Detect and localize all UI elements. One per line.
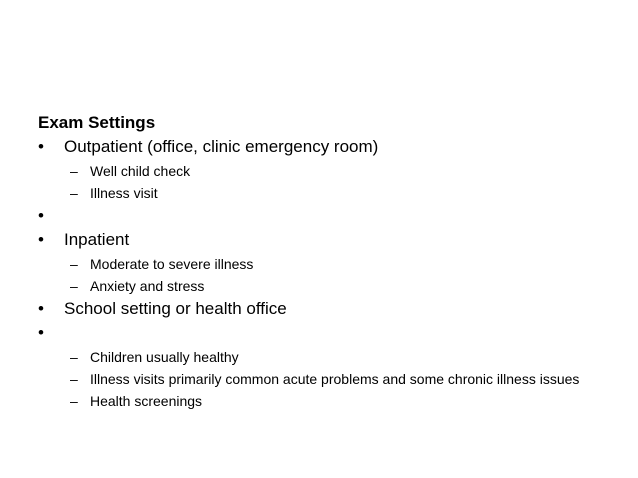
dash-icon: – xyxy=(70,278,78,294)
sub-item-children-healthy xyxy=(38,348,598,366)
bullet-text: Inpatient xyxy=(64,230,130,249)
dash-icon: – xyxy=(70,371,78,387)
sub-item-well-child-check xyxy=(38,162,598,180)
sub-item-text: Illness visits primarily common acute problems and some chronic illness issues xyxy=(90,371,580,387)
sub-item-illness-visits xyxy=(38,370,598,388)
dash-icon: – xyxy=(70,349,78,365)
bullet-icon: • xyxy=(38,323,44,342)
sub-item-text: Moderate to severe illness xyxy=(90,256,254,272)
bullet-icon: • xyxy=(38,137,44,156)
bullet-item-empty xyxy=(38,205,598,227)
sub-item-health-screenings xyxy=(38,392,598,410)
sub-item-text: Anxiety and stress xyxy=(90,278,205,294)
bullet-icon: • xyxy=(38,206,44,225)
sub-item-text: Well child check xyxy=(90,163,191,179)
slide-content xyxy=(38,112,598,413)
bullet-item-empty xyxy=(38,322,598,344)
dash-icon: – xyxy=(70,163,78,179)
bullet-item-school-setting xyxy=(38,298,598,320)
dash-icon: – xyxy=(70,393,78,409)
sub-item-illness-visit xyxy=(38,184,598,202)
bullet-icon: • xyxy=(38,230,44,249)
sub-item-moderate-illness xyxy=(38,255,598,273)
sub-item-text: Children usually healthy xyxy=(90,349,239,365)
dash-icon: – xyxy=(70,185,78,201)
dash-icon: – xyxy=(70,256,78,272)
bullet-text: School setting or health office xyxy=(64,299,287,318)
sub-item-text: Health screenings xyxy=(90,393,203,409)
slide-heading: Exam Settings xyxy=(38,113,156,132)
bullet-item-inpatient xyxy=(38,229,598,251)
bullet-item-outpatient xyxy=(38,136,598,158)
bullet-text: Outpatient (office, clinic emergency room) xyxy=(64,137,379,156)
sub-item-anxiety-stress xyxy=(38,277,598,295)
sub-item-text: Illness visit xyxy=(90,185,158,201)
bullet-icon: • xyxy=(38,299,44,318)
